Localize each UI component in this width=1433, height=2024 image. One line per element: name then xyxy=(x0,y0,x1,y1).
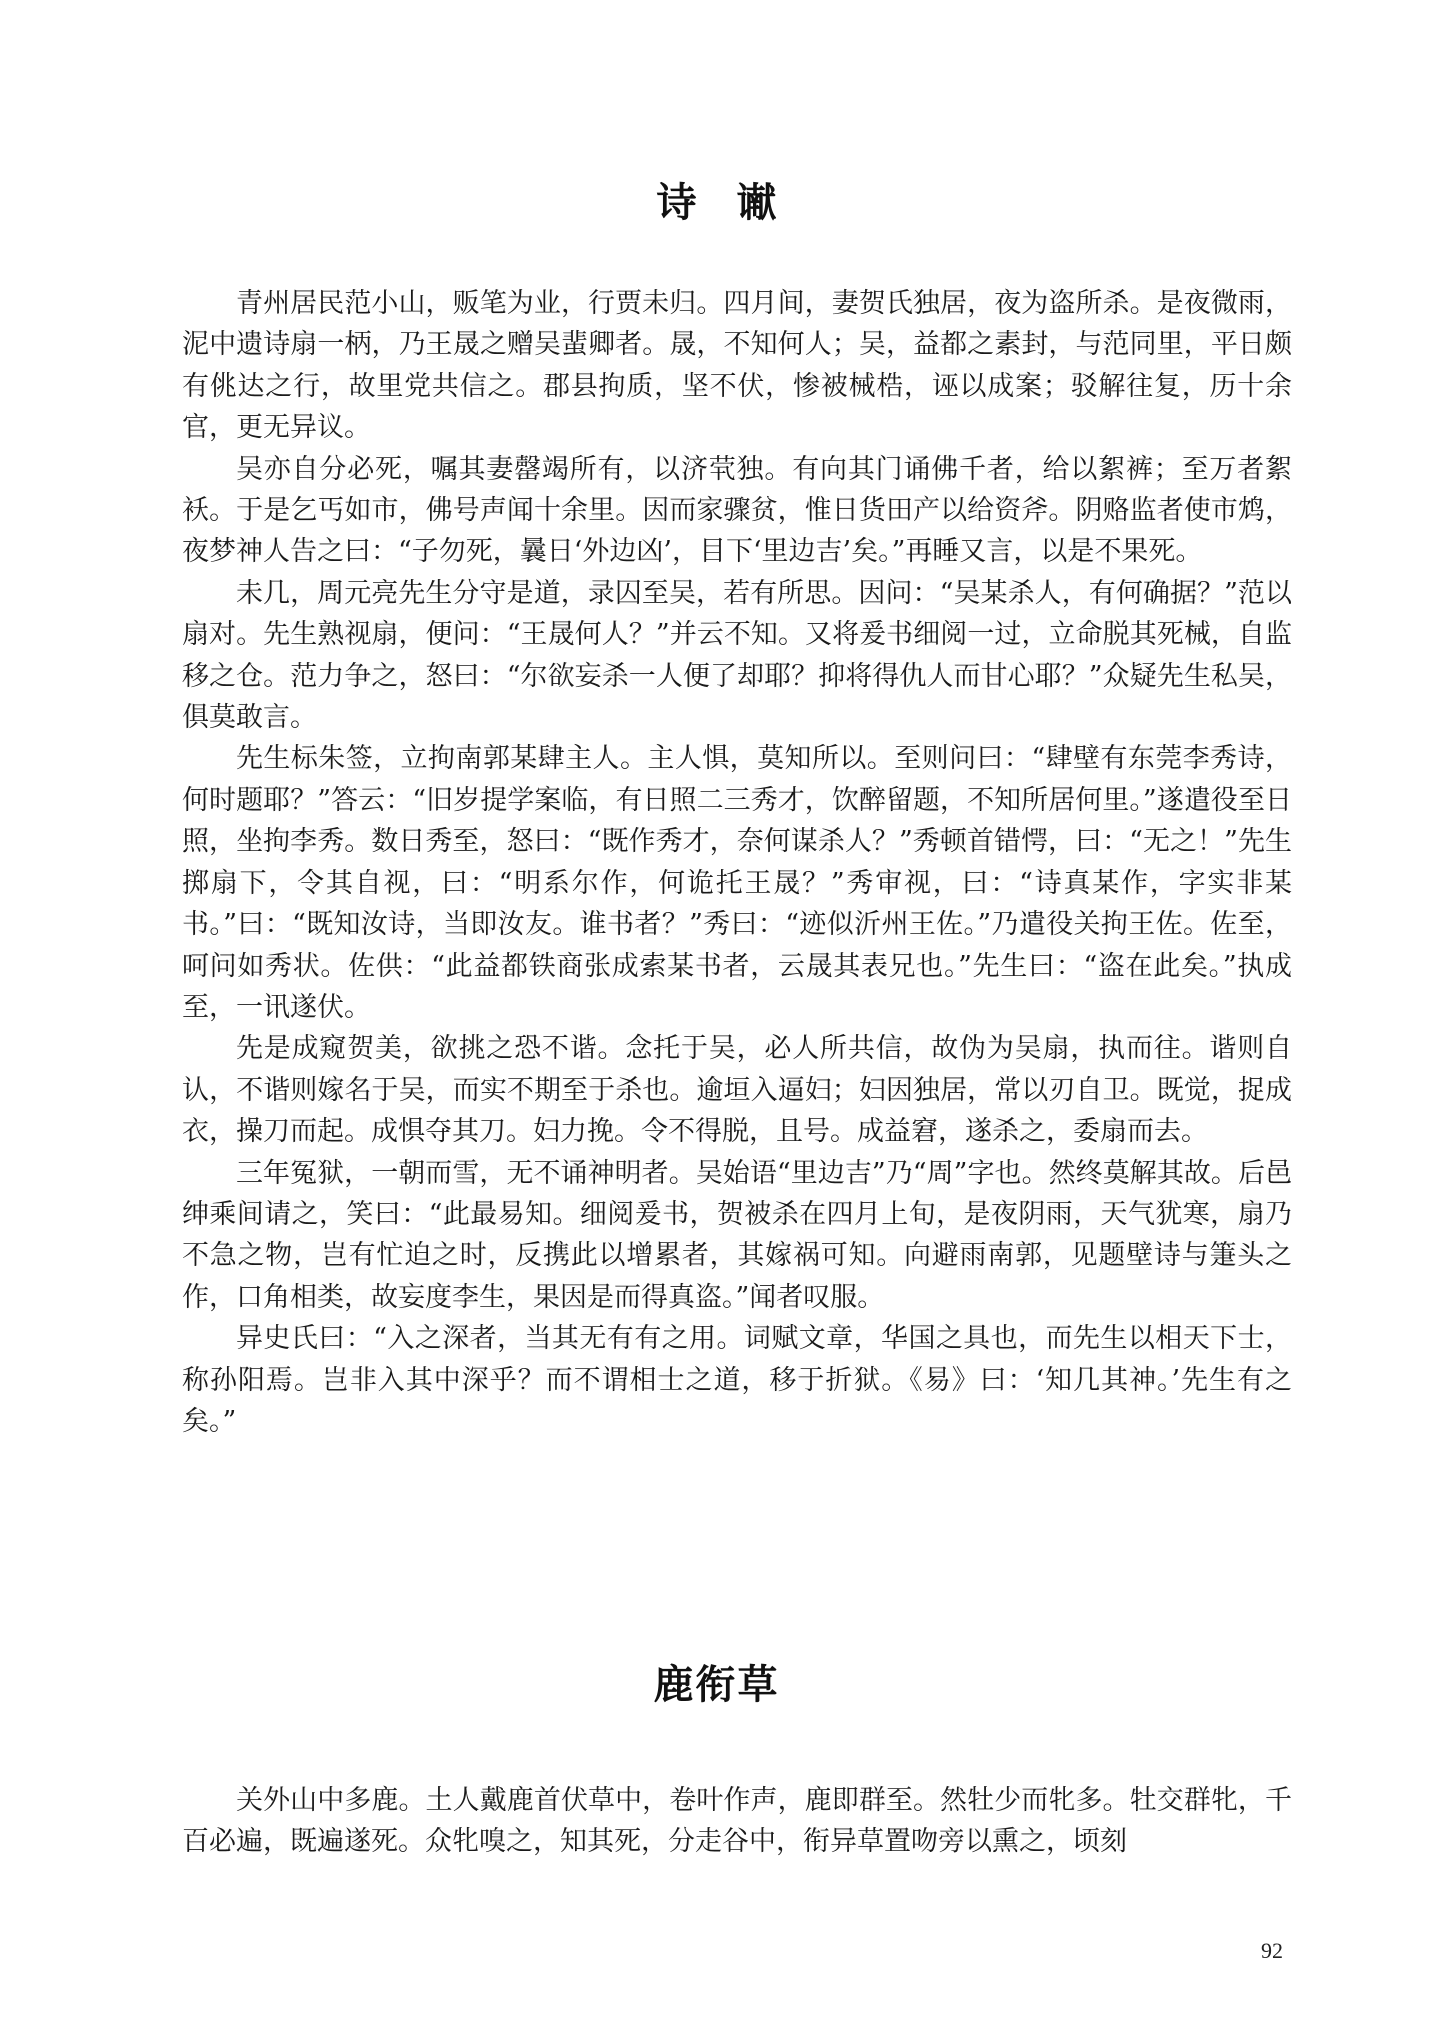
paragraph: 三年冤狱，一朝而雪，无不诵神明者。吴始语“里边吉”乃“周”字也。然终莫解其故。后邑绅乘间请之，笑曰：“此最易知。细阅爰书，贺被杀在四月上旬，是夜阴雨，天气犹寒，扇乃不急之物，岂有忙迫之时，反携此以增累者，其嫁祸可知。向避雨南郭，见题壁诗与箑头之作，口角相类，故妄度李生，果因是而得真盗。”闻者叹服。 xyxy=(182,1157,1292,1313)
paragraph: 吴亦自分必死，嘱其妻罄竭所有，以济茕独。有向其门诵佛千者，给以絮裤；至万者絮袄。于是乞丐如市，佛号声闻十余里。因而家骤贫，惟日货田产以给资斧。阴赂监者使市鸩，夜梦神人告之曰：“子勿死，曩日‘外边凶’，目下‘里边吉’矣。”再睡又言，以是不果死。 xyxy=(182,453,1292,568)
page-number: 92 xyxy=(1261,1938,1283,1963)
paragraph: 未几，周元亮先生分守是道，录囚至吴，若有所思。因问：“吴某杀人，有何确据？”范以扇对。先生熟视扇，便问：“王晟何人？”并云不知。又将爰书细阅一过，立命脱其死械，自监移之仓。范力争之，怒曰：“尔欲妄杀一人便了却耶？抑将得仇人而甘心耶？”众疑先生私吴，俱莫敢言。 xyxy=(182,577,1292,734)
section-body-shiyan xyxy=(182,283,1292,1442)
section-body-luxiancao xyxy=(182,1780,1292,1863)
paragraph: 异史氏曰：“入之深者，当其无有有之用。词赋文章，华国之具也，而先生以相天下士，称孙阳焉。岂非入其中深乎？而不谓相士之道，移于折狱。《易》曰：‘知几其神。’先生有之矣。” xyxy=(182,1323,1292,1437)
paragraph: 青州居民范小山，贩笔为业，行贾未归。四月间，妻贺氏独居，夜为盗所杀。是夜微雨，泥中遗诗扇一柄，乃王晟之赠吴蜚卿者。晟，不知何人；吴，益都之素封，与范同里，平日颇有佻达之行，故里党共信之。郡县拘质，坚不伏，惨被械梏，诬以成案；驳解往复，历十余官，更无异议。 xyxy=(182,288,1292,444)
paragraph: 先是成窥贺美，欲挑之恐不谐。念托于吴，必人所共信，故伪为吴扇，执而往。谐则自认，不谐则嫁名于吴，而实不期至于杀也。逾垣入逼妇；妇因独居，常以刃自卫。既觉，捉成衣，操刀而起。成惧夺其刀。妇力挽。令不得脱，且号。成益窘，遂杀之，委扇而去。 xyxy=(182,1033,1292,1148)
section-title-shiyan: 诗谳 xyxy=(656,180,817,226)
paragraph: 关外山中多鹿。土人戴鹿首伏草中，卷叶作声，鹿即群至。然牡少而牝多。牡交群牝，千百必遍，既遍遂死。众牝嗅之，知其死，分走谷中，衔异草置吻旁以熏之，顷刻 xyxy=(182,1785,1292,1858)
paragraph: 先生标朱签，立拘南郭某肆主人。主人惧，莫知所以。至则问曰：“肆壁有东莞李秀诗，何时题耶？”答云：“旧岁提学案临，有日照二三秀才，饮醉留题，不知所居何里。”遂遣役至日照，坐拘李秀。数日秀至，怒曰：“既作秀才，奈何谋杀人？”秀顿首错愕，曰：“无之！”先生掷扇下，令其自视，曰：“明系尔作，何诡托王晟？”秀审视，曰：“诗真某作，字实非某书。”曰：“既知汝诗，当即汝友。谁书者？”秀曰：“迹似沂州王佐。”乃遣役关拘王佐。佐至，呵问如秀状。佐供：“此益都铁商张成索某书者，云晟其表兄也。”先生曰：“盗在此矣。”执成至，一讯遂伏。 xyxy=(182,743,1292,1023)
section-title-luxiancao: 鹿衔草 xyxy=(653,1662,780,1708)
